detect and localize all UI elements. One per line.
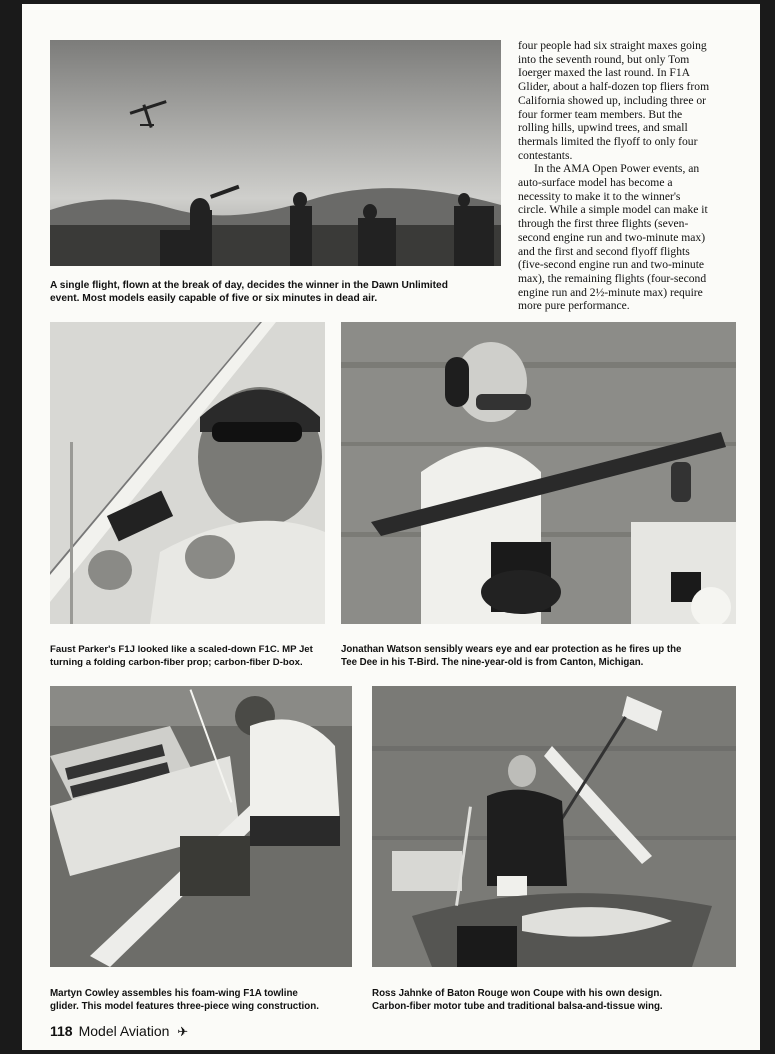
photo-martyn-cowley: [50, 686, 352, 967]
text-line: more pure performance.: [518, 299, 630, 313]
caption-line: Martyn Cowley assembles his foam-wing F1A towline: [50, 988, 298, 999]
text-line: four people had six straight maxes going: [518, 39, 707, 52]
text-line: Glider, about a half-dozen top fliers from: [518, 80, 710, 94]
caption-line: Tee Dee in his T-Bird. The nine-year-old is from Canton, Michigan.: [341, 657, 644, 668]
text-line: through the first three flights (seven-: [518, 217, 689, 231]
page-footer: [50, 1023, 188, 1040]
caption-dawn: [50, 279, 510, 305]
paragraph-1: [518, 39, 740, 162]
text-line: Ioerger maxed the last round. In F1A: [518, 66, 691, 80]
text-line: max), the remaining flights (four-second: [518, 271, 707, 285]
text-line: thermals limited the flyoff to only four: [518, 134, 698, 148]
caption-line: Jonathan Watson sensibly wears eye and ear protection as he fires up the: [341, 644, 682, 655]
text-line: into the seventh round, but only Tom: [518, 52, 690, 66]
caption-line: Carbon-fiber motor tube and traditional balsa-and-tissue wing.: [372, 1001, 663, 1012]
text-line: engine run and 2½-minute max) require: [518, 285, 703, 299]
text-line: necessity to make it to the winner's: [518, 189, 681, 203]
text-line: In the AMA Open Power events, an: [534, 162, 700, 176]
photo-dawn-flight: [50, 40, 501, 266]
caption-line: event. Most models easily capable of five or six minutes in dead air.: [50, 293, 378, 304]
caption-watson: [341, 643, 741, 669]
magazine-page: [22, 4, 760, 1050]
caption-line: Faust Parker's F1J looked like a scaled-down F1C. MP Jet: [50, 644, 313, 655]
text-line: (five-second engine run and two-minute: [518, 258, 705, 272]
text-line: second engine run and two-minute max): [518, 230, 706, 244]
photo-jonathan-watson: [341, 322, 736, 624]
caption-parker: [50, 643, 340, 669]
text-line: circle. While a simple model can make it: [518, 203, 708, 217]
text-line: rolling hills, upwind trees, and small: [518, 121, 688, 135]
caption-jahnke: [372, 987, 742, 1013]
photo-faust-parker: [50, 322, 325, 624]
text-line: contestants.: [518, 148, 573, 162]
body-text: [518, 39, 740, 313]
caption-cowley: [50, 987, 360, 1013]
photo-ross-jahnke: [372, 686, 736, 967]
caption-line: A single flight, flown at the break of day, decides the winner in the Dawn Unlimited: [50, 280, 448, 291]
text-line: four former team members. But the: [518, 107, 683, 121]
text-line: California showed up, including three or: [518, 93, 707, 107]
magazine-name: Model Aviation: [78, 1023, 170, 1039]
text-line: auto-surface model has become a: [518, 176, 673, 190]
caption-line: glider. This model features three-piece wing construction.: [50, 1001, 319, 1012]
caption-line: Ross Jahnke of Baton Rouge won Coupe with his own design.: [372, 988, 663, 999]
paragraph-2: [518, 162, 740, 313]
text-line: and the first and second flyoff flights: [518, 244, 690, 258]
airplane-icon: ✈: [177, 1025, 189, 1040]
caption-line: turning a folding carbon-fiber prop; carbon-fiber D-box.: [50, 657, 303, 668]
page-number: 118: [50, 1023, 73, 1039]
